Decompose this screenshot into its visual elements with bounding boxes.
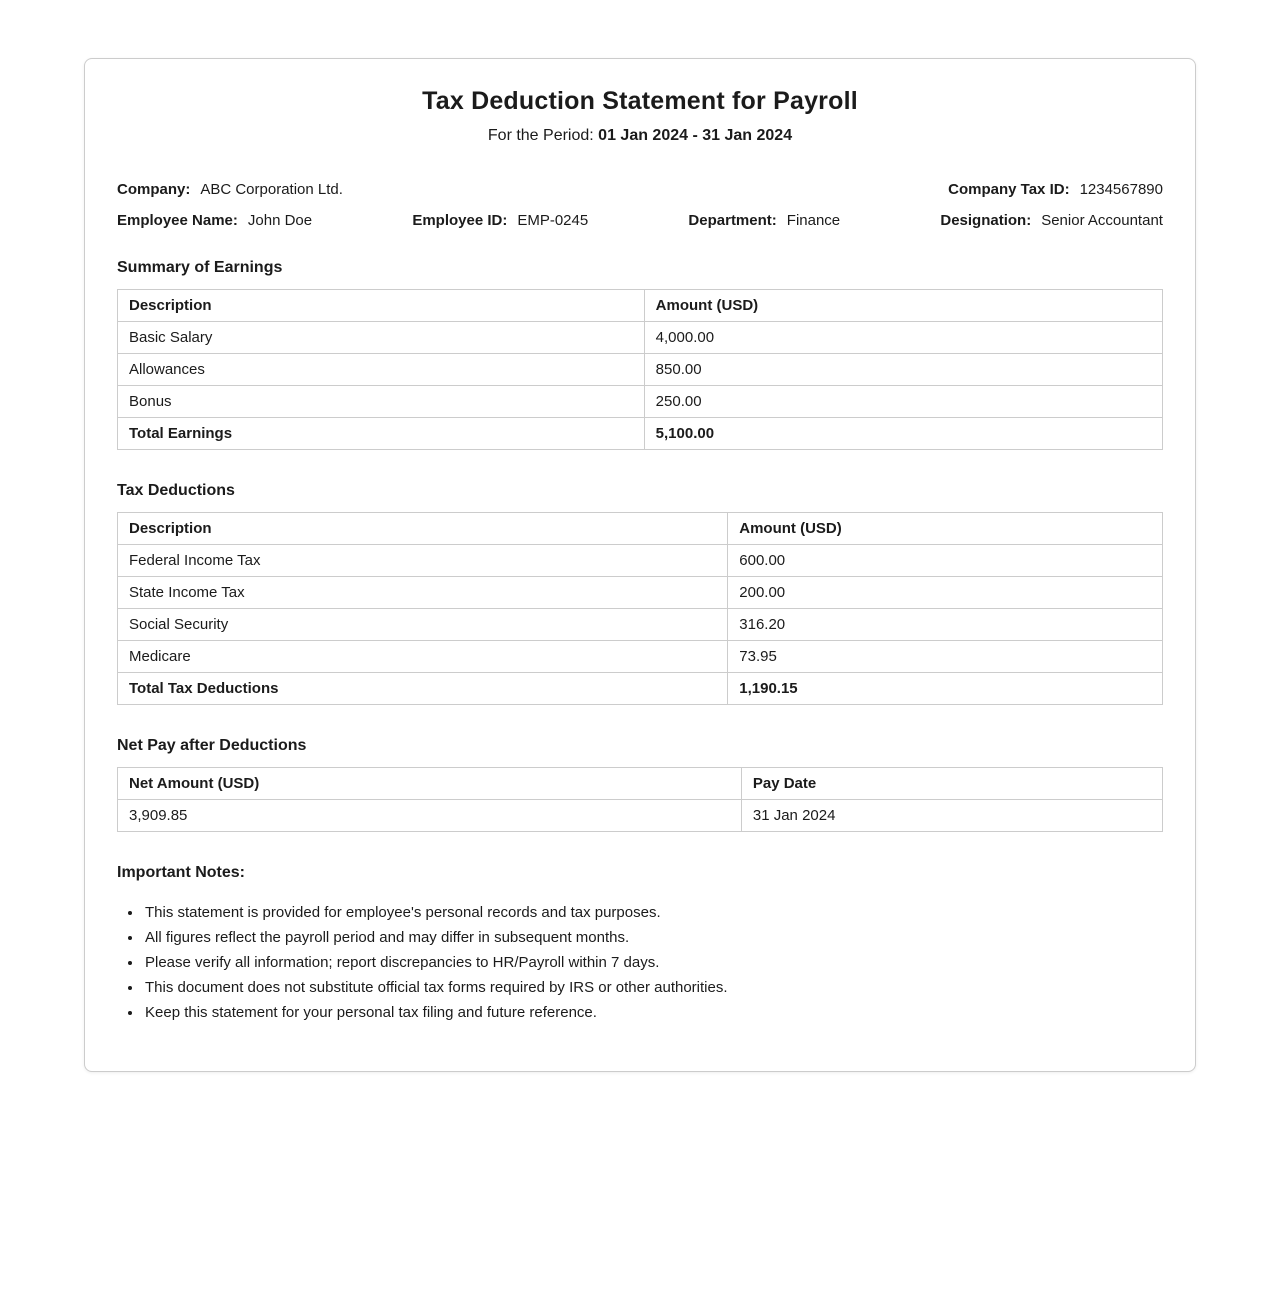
table-row (118, 354, 1163, 386)
list-item: • Keep this statement for your personal tax filing and future reference. (143, 1000, 1163, 1025)
earnings-row-amount: 850.00 (644, 354, 1162, 386)
company-tax-id-label: Company Tax ID: (948, 181, 1070, 198)
list-item: • This document does not substitute official tax forms required by IRS or other authorities. (143, 975, 1163, 1000)
company-value: ABC Corporation Ltd. (200, 181, 343, 198)
company-info-row (117, 181, 1163, 198)
period-subtitle (117, 127, 1163, 145)
deductions-row-label: Federal Income Tax (118, 545, 728, 577)
table-row (118, 322, 1163, 354)
net-pay-date: 31 Jan 2024 (741, 800, 1162, 832)
net-pay-row (118, 800, 1163, 832)
earnings-row-amount: 250.00 (644, 386, 1162, 418)
employee-id-label: Employee ID: (412, 212, 508, 229)
deductions-row-label: Medicare (118, 641, 728, 673)
net-pay-header-row (118, 768, 1163, 800)
employee-name-label: Employee Name: (117, 212, 238, 229)
department-value: Finance (786, 212, 841, 229)
earnings-col-description: Description (118, 290, 645, 322)
earnings-header-row (118, 290, 1163, 322)
employee-id-value: EMP-0245 (517, 212, 589, 229)
earnings-total-row (118, 418, 1163, 450)
deductions-total-amount: 1,190.15 (728, 673, 1163, 705)
table-row (118, 641, 1163, 673)
company-label: Company: (117, 181, 191, 198)
designation-field (940, 212, 1163, 229)
earnings-row-amount: 4,000.00 (644, 322, 1162, 354)
table-row (118, 545, 1163, 577)
deductions-total-label: Total Tax Deductions (118, 673, 728, 705)
net-pay-amount: 3,909.85 (118, 800, 742, 832)
notes-heading: Important Notes: (117, 864, 245, 881)
deductions-col-amount: Amount (USD) (728, 513, 1163, 545)
deductions-table (117, 512, 1163, 705)
deductions-row-amount: 600.00 (728, 545, 1163, 577)
list-item: • This statement is provided for employee's personal records and tax purposes. (143, 900, 1163, 925)
earnings-total-label: Total Earnings (118, 418, 645, 450)
earnings-row-label: Bonus (118, 386, 645, 418)
table-row (118, 577, 1163, 609)
earnings-heading: Summary of Earnings (117, 259, 283, 276)
earnings-row-label: Basic Salary (118, 322, 645, 354)
period-label: For the Period: (487, 127, 594, 144)
table-row (118, 386, 1163, 418)
deductions-row-label: Social Security (118, 609, 728, 641)
list-item: • All figures reflect the payroll period and may differ in subsequent months. (143, 925, 1163, 950)
company-tax-id-field (948, 181, 1163, 198)
period-value: 01 Jan 2024 - 31 Jan 2024 (598, 127, 793, 144)
employee-name-field (117, 212, 312, 229)
net-pay-table (117, 767, 1163, 832)
earnings-table (117, 289, 1163, 450)
statement-card (84, 58, 1196, 1072)
deductions-total-row (118, 673, 1163, 705)
deductions-row-label: State Income Tax (118, 577, 728, 609)
net-pay-heading: Net Pay after Deductions (117, 737, 307, 754)
deductions-header-row (118, 513, 1163, 545)
employee-id-field (412, 212, 588, 229)
department-field (688, 212, 840, 229)
deductions-row-amount: 73.95 (728, 641, 1163, 673)
page-title: Tax Deduction Statement for Payroll (422, 87, 858, 115)
earnings-total-amount: 5,100.00 (644, 418, 1162, 450)
net-pay-col-amount: Net Amount (USD) (118, 768, 742, 800)
earnings-row-label: Allowances (118, 354, 645, 386)
notes-list (117, 900, 1163, 1025)
table-row (118, 609, 1163, 641)
company-tax-id-value: 1234567890 (1079, 181, 1163, 198)
deductions-col-description: Description (118, 513, 728, 545)
deductions-row-amount: 316.20 (728, 609, 1163, 641)
employee-name-value: John Doe (247, 212, 313, 229)
designation-value: Senior Accountant (1041, 212, 1163, 229)
employee-info-row (117, 212, 1163, 229)
net-pay-col-date: Pay Date (741, 768, 1162, 800)
company-field (117, 181, 343, 198)
earnings-col-amount: Amount (USD) (644, 290, 1162, 322)
deductions-row-amount: 200.00 (728, 577, 1163, 609)
deductions-heading: Tax Deductions (117, 482, 235, 499)
list-item: • Please verify all information; report discrepancies to HR/Payroll within 7 days. (143, 950, 1163, 975)
department-label: Department: (688, 212, 777, 229)
designation-label: Designation: (940, 212, 1032, 229)
